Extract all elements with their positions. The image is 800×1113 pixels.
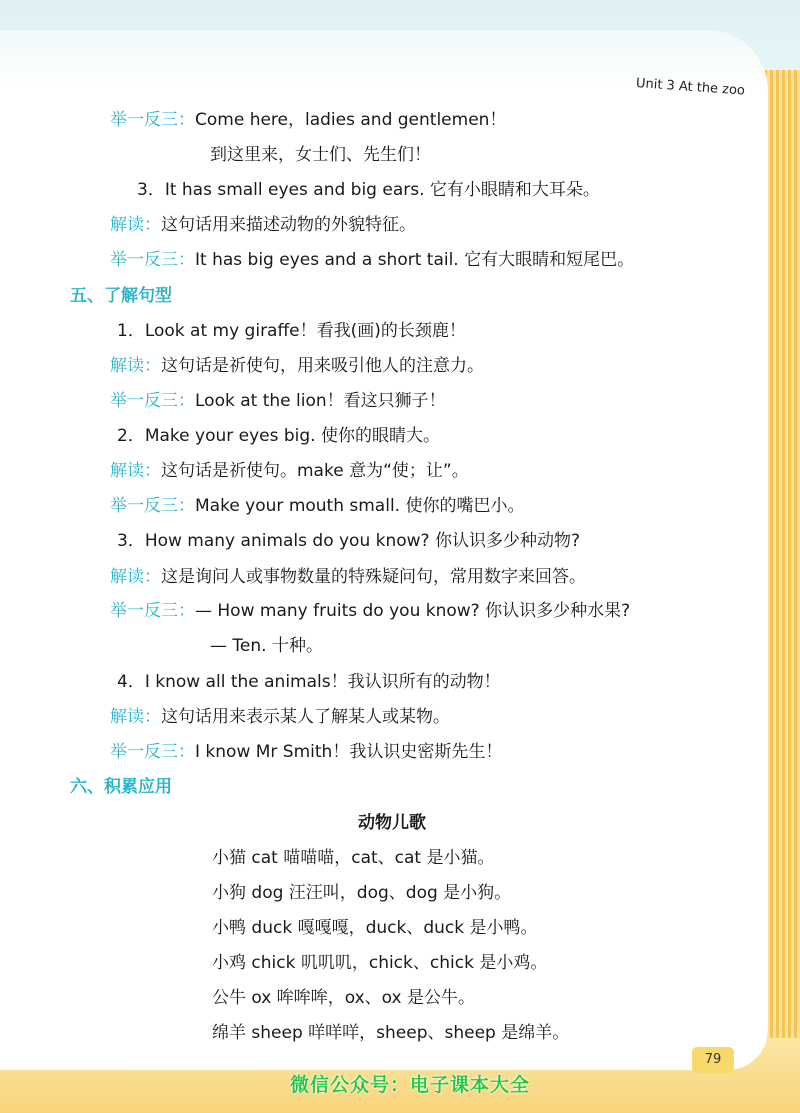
explanation-text: 这是询问人或事物数量的特殊疑问句，常用数字来回答。	[161, 567, 586, 587]
explanation-label: 解读：	[110, 707, 161, 727]
example-line	[110, 249, 634, 271]
explanation-line	[110, 460, 469, 482]
explanation-text: 这句话用来表示某人了解某人或某物。	[161, 707, 450, 727]
sentence-item: 2．Make your eyes big. 使你的眼睛大。	[117, 426, 440, 446]
explanation-line	[110, 355, 484, 377]
example-label: 举一反三：	[110, 391, 195, 411]
example-text: — How many fruits do you know? 你认识多少种水果?	[195, 601, 631, 621]
example-line	[110, 109, 506, 131]
example-text: Make your mouth small. 使你的嘴巴小。	[195, 496, 525, 516]
example-label: 举一反三：	[110, 110, 195, 130]
explanation-label: 解读：	[110, 567, 161, 587]
explanation-line	[110, 566, 586, 588]
poem-line: 公牛 ox 哞哞哞，ox、ox 是公牛。	[212, 988, 476, 1008]
poem-line: 小猫 cat 喵喵喵，cat、cat 是小猫。	[212, 848, 495, 868]
explanation-text: 这句话是祈使句。make 意为“使；让”。	[161, 461, 469, 481]
explanation-line	[110, 706, 450, 728]
translation-line: 到这里来，女士们、先生们！	[210, 145, 431, 165]
watermark: 微信公众号：电子课本大全	[290, 1074, 531, 1096]
example-label: 举一反三：	[110, 601, 195, 621]
explanation-label: 解读：	[110, 215, 161, 235]
example-label: 举一反三：	[110, 496, 195, 516]
section-heading-6: 六、积累应用	[70, 777, 172, 797]
example-line	[110, 741, 502, 763]
example-answer: — Ten. 十种。	[210, 636, 323, 656]
example-line	[110, 390, 446, 412]
explanation-text: 这句话是祈使句，用来吸引他人的注意力。	[161, 356, 484, 376]
example-line	[110, 495, 524, 517]
example-text: Look at the lion！看这只狮子！	[195, 391, 446, 411]
running-header: Unit 3 At the zoo	[635, 76, 746, 99]
sentence-item: 3．How many animals do you know? 你认识多少种动物?	[117, 531, 581, 551]
example-line	[110, 600, 630, 622]
example-label: 举一反三：	[110, 742, 195, 762]
sentence-item: 3．It has small eyes and big ears. 它有小眼睛和大耳朵。	[137, 180, 600, 200]
poem-line: 绵羊 sheep 咩咩咩，sheep、sheep 是绵羊。	[212, 1023, 570, 1043]
section-heading-5: 五、了解句型	[70, 286, 172, 306]
explanation-text: 这句话用来描述动物的外貌特征。	[161, 215, 416, 235]
example-label: 举一反三：	[110, 250, 195, 270]
sentence-item: 1．Look at my giraffe！看我(画)的长颈鹿！	[117, 321, 466, 341]
explanation-label: 解读：	[110, 461, 161, 481]
sentence-item: 4．I know all the animals！我认识所有的动物！	[117, 672, 501, 692]
explanation-line	[110, 214, 416, 236]
poem-line: 小狗 dog 汪汪叫，dog、dog 是小狗。	[212, 883, 512, 903]
poem-line: 小鸭 duck 嘎嘎嘎，duck、duck 是小鸭。	[212, 918, 538, 938]
example-text: Come here，ladies and gentlemen！	[195, 110, 507, 130]
poem-line: 小鸡 chick 叽叽叽，chick、chick 是小鸡。	[212, 953, 548, 973]
poem-title: 动物儿歌	[358, 813, 426, 833]
page-number: 79	[692, 1047, 734, 1073]
example-text: I know Mr Smith！我认识史密斯先生！	[195, 742, 503, 762]
example-text: It has big eyes and a short tail. 它有大眼睛和短尾巴。	[195, 250, 635, 270]
explanation-label: 解读：	[110, 356, 161, 376]
